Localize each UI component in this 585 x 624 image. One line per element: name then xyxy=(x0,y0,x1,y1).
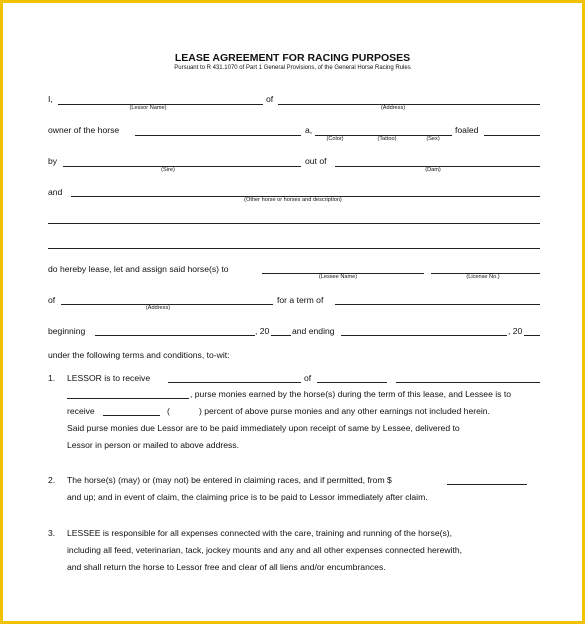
and-label: and xyxy=(48,187,63,197)
license-no-caption: (License No.) xyxy=(466,274,500,280)
ending-label: and ending xyxy=(292,326,335,336)
beginning-year-field[interactable] xyxy=(271,335,291,336)
i-label: I, xyxy=(48,94,53,104)
clause-3-line-3: and shall return the horse to Lessor free and clear of all liens and/or encumbrances. xyxy=(67,562,386,572)
clause-1-receive: receive xyxy=(67,406,95,416)
by-label: by xyxy=(48,156,58,166)
clause-3-line-2: including all feed, veterinarian, tack, jockey mounts and any and all other expenses connected herewith, xyxy=(67,545,463,555)
lease-text: do hereby lease, let and assign said horse(s) to xyxy=(48,264,229,274)
term-label: for a term of xyxy=(277,295,324,305)
lessor-name-caption: (Lessor Name) xyxy=(129,105,167,111)
lessor-receive-field[interactable] xyxy=(168,382,301,383)
clause-1-line-2: , purse monies earned by the horse(s) during the term of this lease, and Lessee is to xyxy=(190,389,512,399)
twenty-label-2: , 20 xyxy=(508,326,523,336)
document-subtitle: Pursuant to R 431.1070 of Part 1 General Provisions, of the General Horse Racing Rules xyxy=(174,65,411,71)
foaled-field[interactable] xyxy=(484,135,540,136)
clause-1-line-5: Lessor in person or mailed to above address. xyxy=(67,440,239,450)
clause-2-line-2: and up; and in event of claim, the claiming price is to be paid to Lessor immediately after claim. xyxy=(67,492,428,502)
lessor-extra-field[interactable] xyxy=(396,382,540,383)
a-label: a, xyxy=(305,125,313,135)
clause-2-number: 2. xyxy=(48,475,56,485)
foaled-label: foaled xyxy=(455,125,479,135)
ending-date-field[interactable] xyxy=(341,335,507,336)
lessee-address-caption: (Address) xyxy=(145,305,171,311)
term-field[interactable] xyxy=(335,304,540,305)
clause-1-line-4: Said purse monies due Lessor are to be paid immediately upon receipt of same by Lessee, delivered to xyxy=(67,423,460,433)
clause-1-line-1: LESSOR is to receive xyxy=(67,373,151,383)
other-horses-line-2[interactable] xyxy=(48,223,540,224)
other-horses-caption: (Other horse or horses and description) xyxy=(244,197,342,203)
color-caption: (Color) xyxy=(326,136,344,142)
clause-3-line-1: LESSEE is responsible for all expenses connected with the care, training and running of the horse(s), xyxy=(67,528,453,538)
horse-name-field[interactable] xyxy=(135,135,301,136)
beginning-label: beginning xyxy=(48,326,86,336)
document-title: LEASE AGREEMENT FOR RACING PURPOSES xyxy=(174,52,411,64)
clause-1-paren: ( xyxy=(167,406,170,416)
lessor-address-caption: (Address) xyxy=(380,105,406,111)
document-page xyxy=(3,3,582,621)
claiming-price-field[interactable] xyxy=(447,484,527,485)
terms-intro: under the following terms and conditions, to-wit: xyxy=(48,350,230,360)
lessor-percent-field[interactable] xyxy=(317,382,387,383)
clause-1-number: 1. xyxy=(48,373,56,383)
owner-label: owner of the horse xyxy=(48,125,120,135)
clause-2-line-1: The horse(s) (may) or (may not) be entered in claiming races, and if permitted, from $ xyxy=(67,475,392,485)
other-horses-line-3[interactable] xyxy=(48,248,540,249)
sex-caption: (Sex) xyxy=(426,136,440,142)
out-of-label: out of xyxy=(305,156,327,166)
lessee-name-caption: (Lessee Name) xyxy=(318,274,358,280)
beginning-date-field[interactable] xyxy=(95,335,255,336)
dam-caption: (Dam) xyxy=(425,167,441,173)
clause-1-of: of xyxy=(304,373,312,383)
ending-year-field[interactable] xyxy=(524,335,540,336)
purse-field[interactable] xyxy=(67,398,189,399)
of-label-2: of xyxy=(48,295,56,305)
clause-3-number: 3. xyxy=(48,528,56,538)
of-label: of xyxy=(266,94,274,104)
twenty-label-1: , 20 xyxy=(255,326,270,336)
sire-caption: (Sire) xyxy=(161,167,175,173)
lessee-receive-field[interactable] xyxy=(103,415,160,416)
tattoo-caption: (Tattoo) xyxy=(377,136,397,142)
clause-1-line-3: ) percent of above purse monies and any other earnings not included herein. xyxy=(199,406,490,416)
